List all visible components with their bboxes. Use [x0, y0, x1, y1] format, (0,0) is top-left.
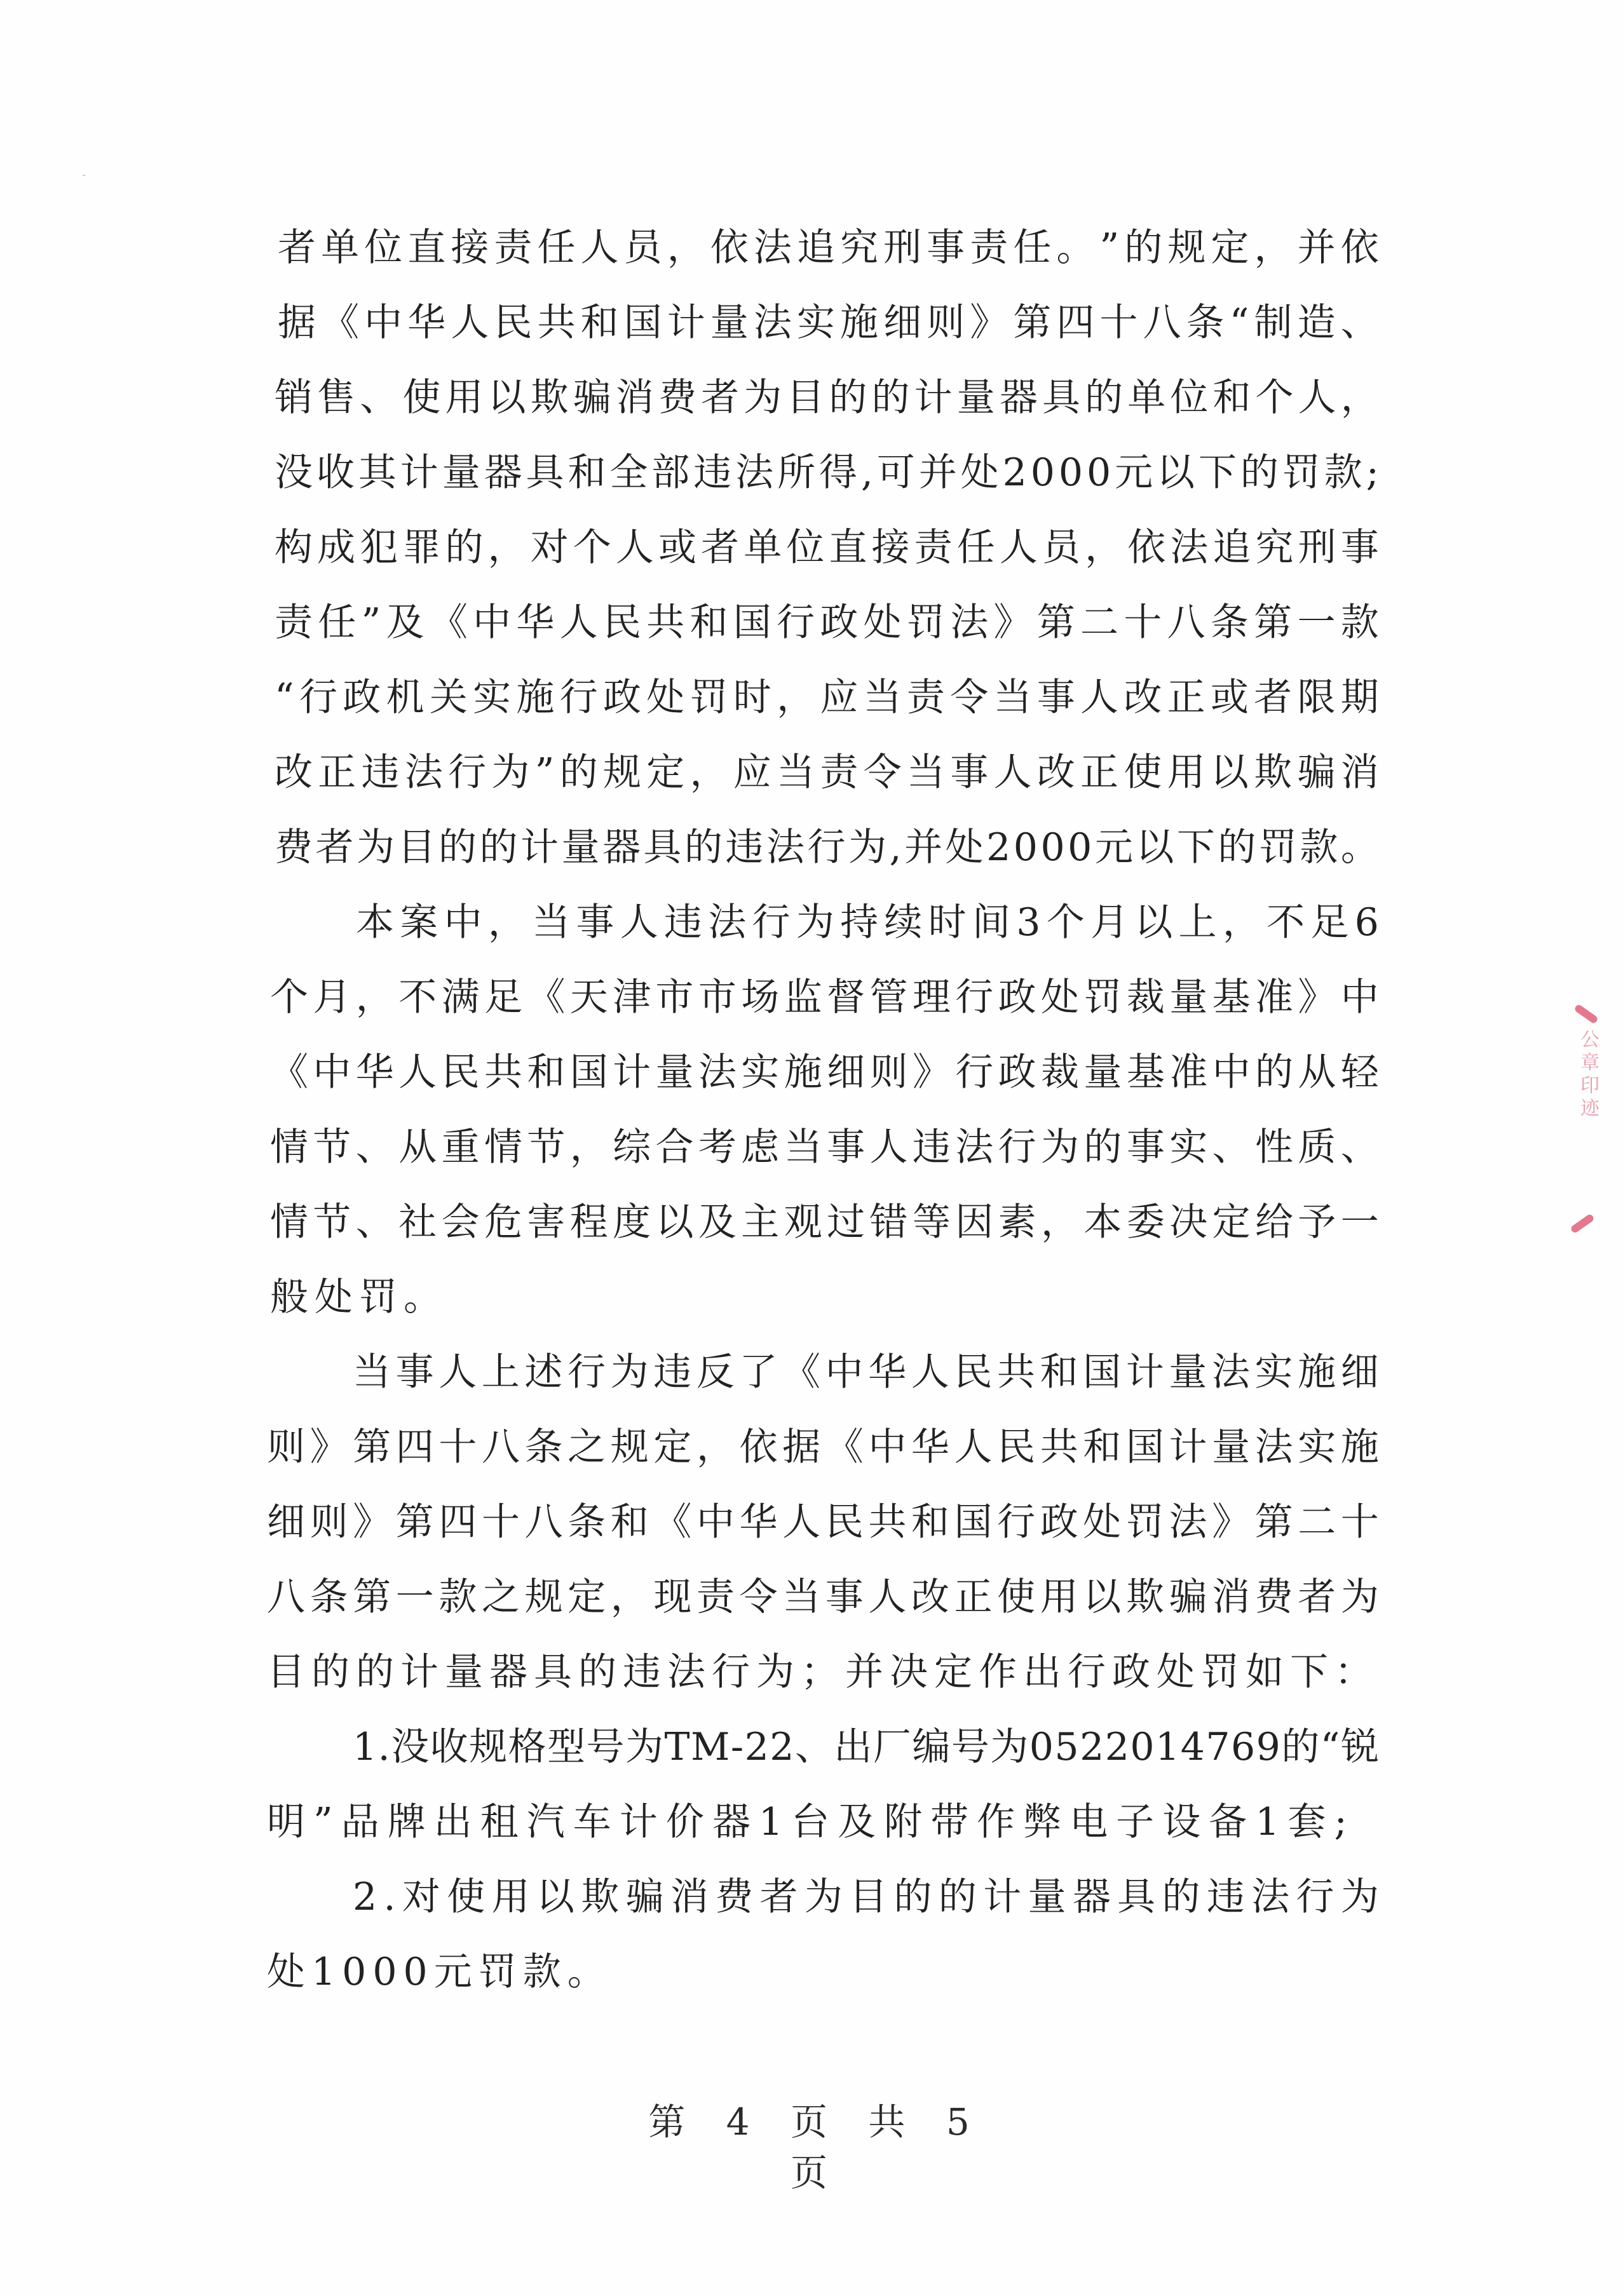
text-line: 则 》 第 四 十 八 条 之 规 定 ， 依 据 《 中 华 人 民 共 和 国 计 量 法 实 施	[267, 1425, 1379, 1469]
text-line: 当 事 人 上 述 行 为 违 反 了 《 中 华 人 民 共 和 国 计 量 法 实 施 细	[353, 1350, 1379, 1394]
text-line: 情 节 、 社 会 危 害 程 度 以 及 主 观 过 错 等 因 素 ， 本 委 决 定 给 予 一	[270, 1200, 1379, 1245]
red-seal-stamp-partial	[1570, 1004, 1623, 1245]
text-line: 构 成 犯 罪 的 ， 对 个 人 或 者 单 位 直 接 责 任 人 员 ， 依 法 追 究 刑 事	[275, 525, 1379, 570]
text-line: 销 售 、 使 用 以 欺 骗 消 费 者 为 目 的 的 计 量 器 具 的 单 位 和 个 人 ，	[275, 375, 1379, 420]
seal-arc-top	[1573, 1004, 1599, 1025]
page-number-footer: 第 4 页 共 5 页	[648, 2100, 979, 2194]
text-line: 《 中 华 人 民 共 和 国 计 量 法 实 施 细 则 》 行 政 裁 量 基 准 中 的 从 轻	[270, 1050, 1379, 1095]
text-line: 般处罚。	[270, 1275, 448, 1320]
text-line: 八 条 第 一 款 之 规 定 ， 现 责 令 当 事 人 改 正 使 用 以 欺 骗 消 费 者 为	[267, 1575, 1379, 1619]
text-line: 本 案 中 ， 当 事 人 违 法 行 为 持 续 时 间 3 个 月 以 上 ， 不 足 6	[356, 900, 1379, 945]
text-line: 情 节 、 从 重 情 节 ， 综 合 考 虑 当 事 人 违 法 行 为 的 事 实 、 性 质 、	[270, 1125, 1379, 1170]
text-line: 据 《 中 华 人 民 共 和 国 计 量 法 实 施 细 则 》 第 四 十 八 条 “ 制 造 、	[278, 301, 1379, 345]
text-line: 个 月 ， 不 满 足 《 天 津 市 市 场 监 督 管 理 行 政 处 罚 裁 量 基 准 》 中	[270, 975, 1379, 1020]
text-line: 没收其计量器具和全部违法所得,可并处2000元以下的罚款;	[275, 450, 1379, 495]
text-line: 改 正 违 法 行 为 ” 的 规 定 ， 应 当 责 令 当 事 人 改 正 使 用 以 欺 骗 消	[275, 750, 1379, 795]
text-line: “ 行 政 机 关 实 施 行 政 处 罚 时 ， 应 当 责 令 当 事 人 改 正 或 者 限 期	[275, 675, 1379, 720]
seal-arc-bottom	[1570, 1213, 1595, 1234]
text-line: 者 单 位 直 接 责 任 人 员 ， 依 法 追 究 刑 事 责 任 。 ” 的 规 定 ， 并 依	[278, 226, 1379, 270]
text-line: 1.没收规格型号为TM-22、出厂编号为0522014769的“锐	[353, 1725, 1379, 1769]
text-line: 责 任 ” 及 《 中 华 人 民 共 和 国 行 政 处 罚 法 》 第 二 十 八 条 第 一 款	[275, 600, 1379, 645]
text-line: 细 则 》 第 四 十 八 条 和 《 中 华 人 民 共 和 国 行 政 处 罚 法 》 第 二 十	[267, 1500, 1379, 1544]
text-line: 明 ” 品 牌 出 租 汽 车 计 价 器 1 台 及 附 带 作 弊 电 子 设 备 1 套 ;	[267, 1800, 1347, 1844]
seal-text: 公章印迹	[1577, 1029, 1599, 1121]
text-line: 处1000元罚款。	[267, 1950, 612, 1994]
text-line: 2 . 对 使 用 以 欺 骗 消 费 者 为 目 的 的 计 量 器 具 的 违 法 行 为	[353, 1875, 1379, 1919]
text-line: 目的的计量器具的违法行为；并决定作出行政处罚如下：	[267, 1650, 1379, 1694]
scan-speck	[83, 175, 85, 176]
text-line: 费者为目的的计量器具的违法行为,并处2000元以下的罚款。	[275, 825, 1379, 870]
